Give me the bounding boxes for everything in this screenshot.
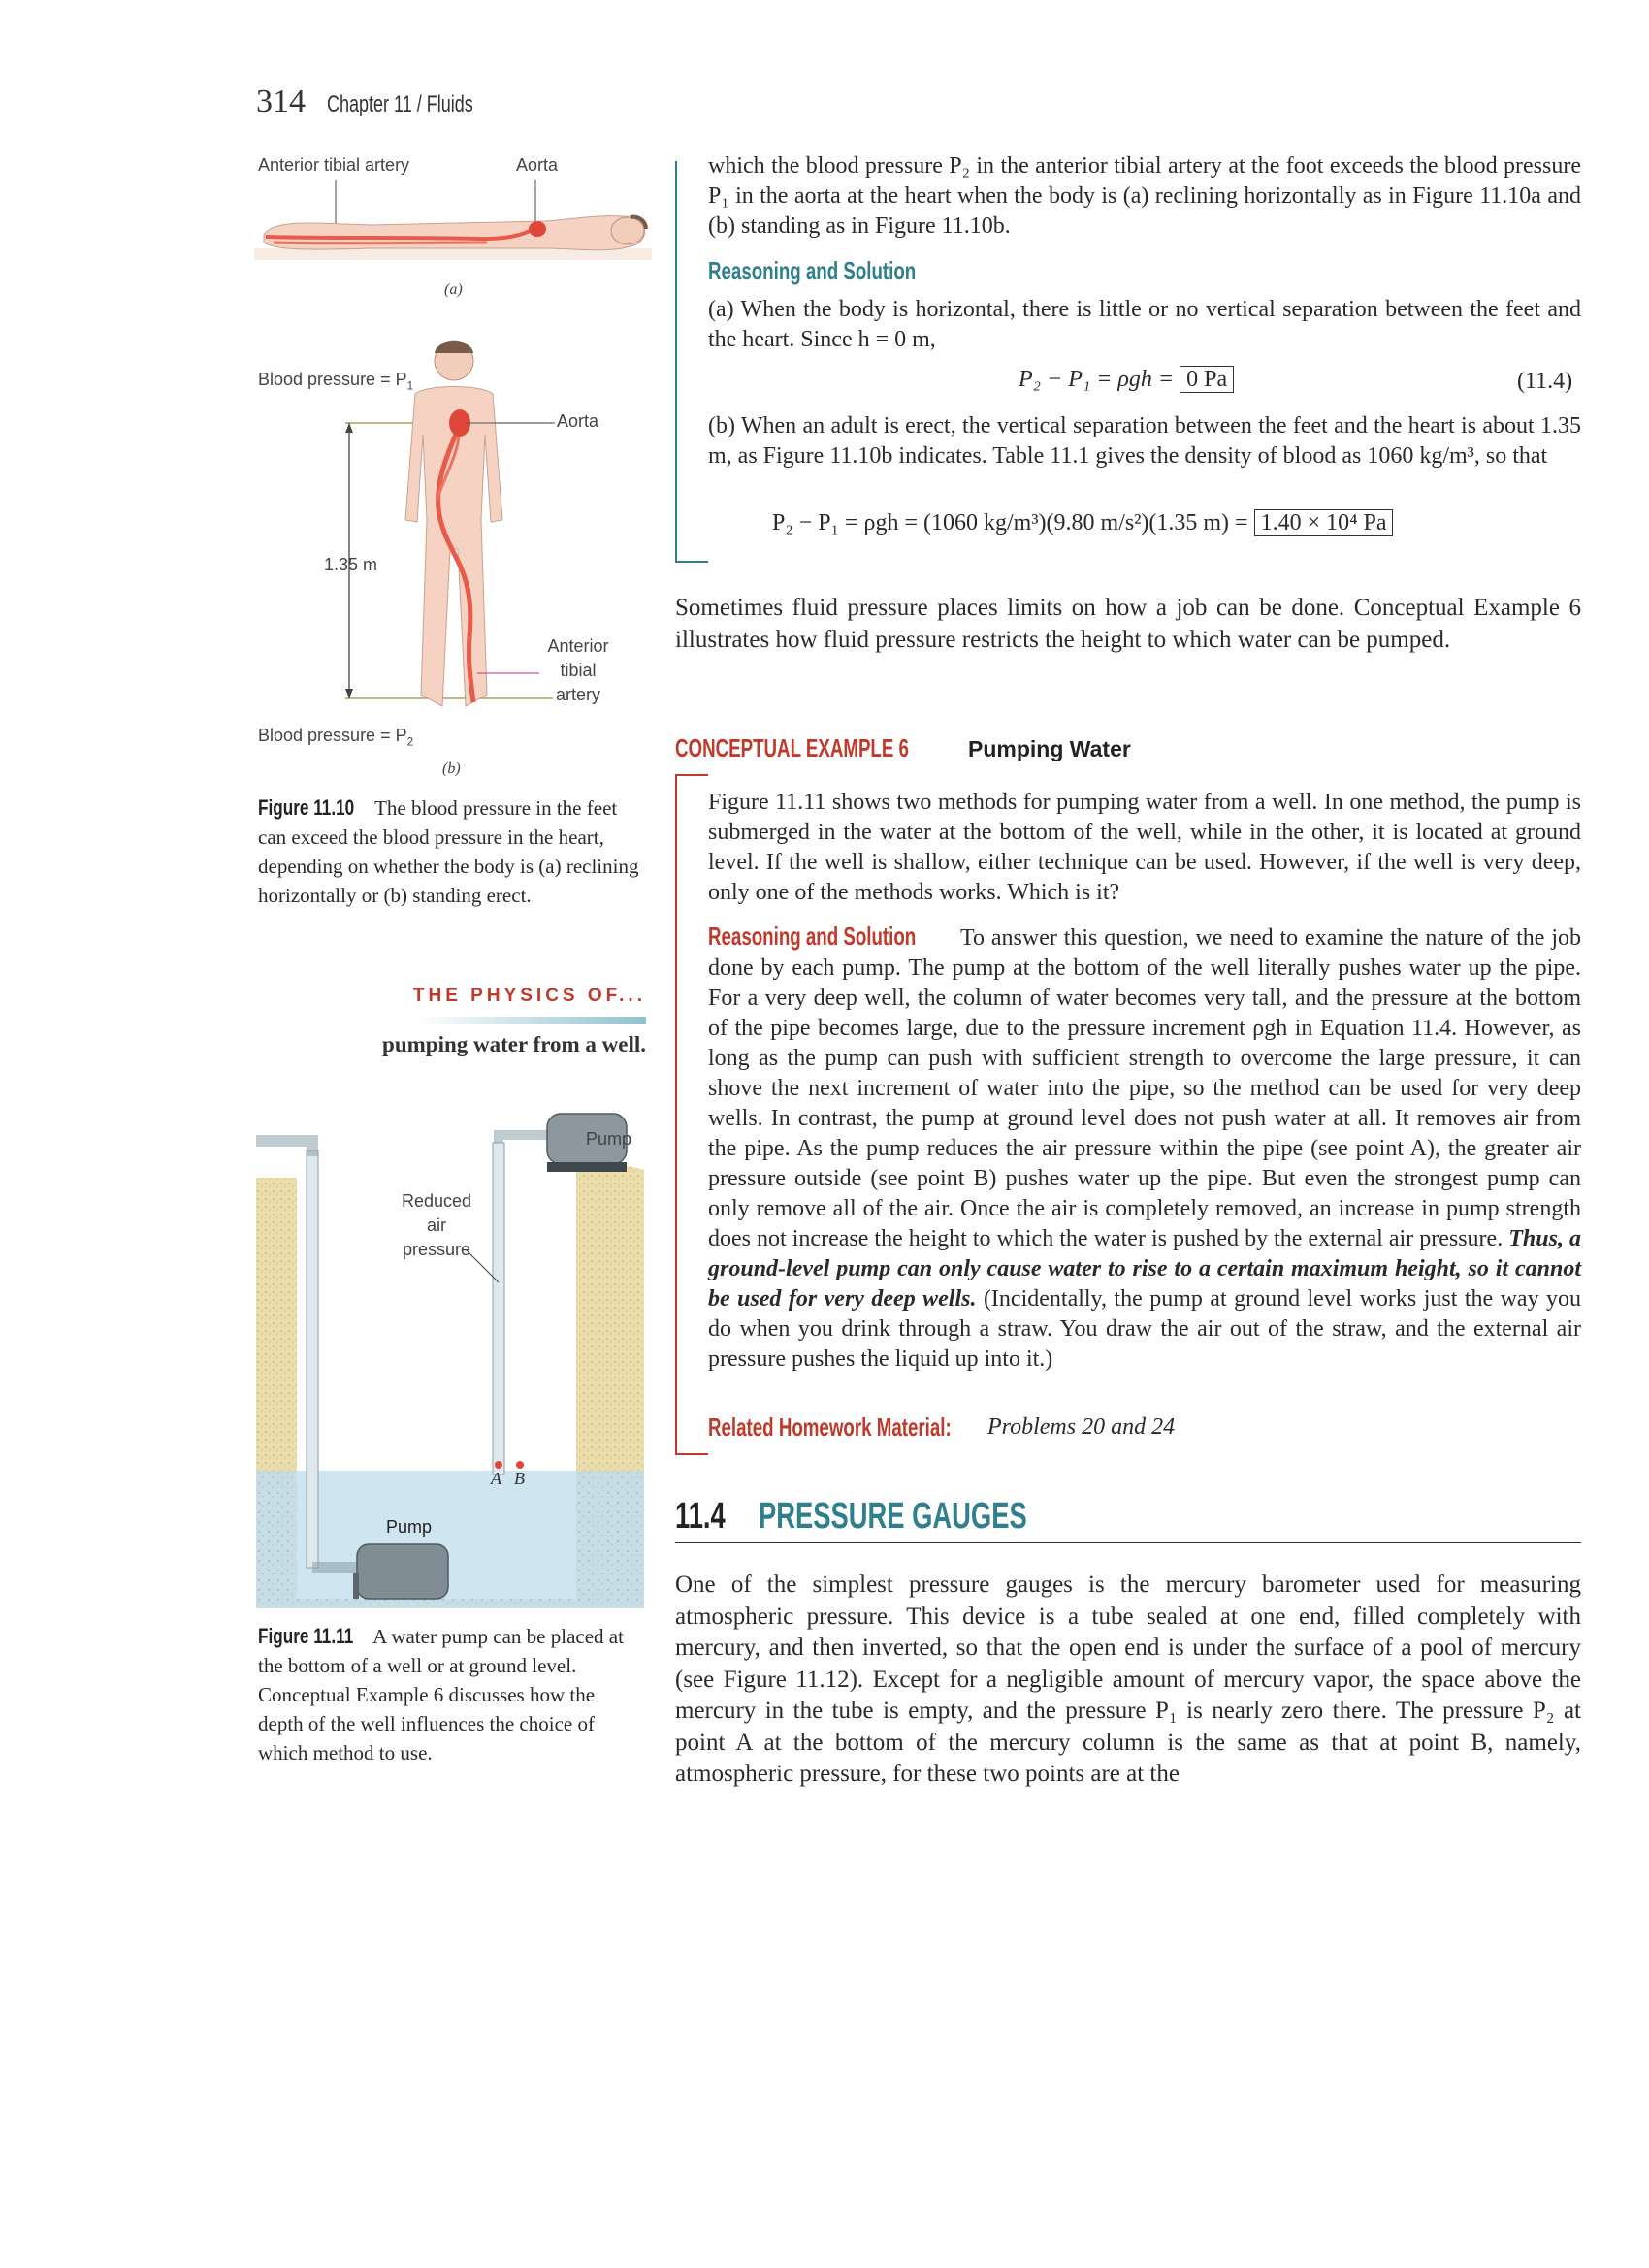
- equation-number: (11.4): [1517, 369, 1573, 394]
- example6-related-text: Problems 20 and 24: [987, 1414, 1176, 1440]
- example5-part-b: (b) When an adult is erect, the vertical separation between the feet and the heart is about 1.35 m, as Figure 11.10b indicates. Table 11.1 gives the density of blood as 1060 kg/m³, so that: [708, 413, 1581, 469]
- example6-box-top: [675, 774, 708, 776]
- example6-reasoning: [708, 922, 1581, 1375]
- fig10-label-aorta-a: Aorta: [516, 155, 559, 175]
- fig10-label-anterior-tibial-artery: Anterior tibial artery: [258, 155, 410, 175]
- fig10-label-aorta-b: Aorta: [557, 411, 599, 431]
- example6-question: Figure 11.11 shows two methods for pumping water from a well. In one method, the pump is submerged in the water at the bottom of the well, while in the other, it is located at ground level. If the well is shallow, either technique can be used. However, if the well is very deep, only one of the methods works. Which is it?: [708, 790, 1581, 905]
- page-number: 314: [256, 83, 306, 119]
- fig10-caption: [258, 794, 642, 910]
- fig11-caption-text: A water pump can be placed at the bottom of a well or at ground level. Conceptual Example 6 discusses how the depth of the well influences the choice of which method to use.: [258, 1625, 624, 1765]
- example6-rs-heading: Reasoning and Solution: [708, 922, 917, 951]
- fig11-pump-top-label: Pump: [586, 1129, 632, 1149]
- fig10-label-height: 1.35 m: [324, 555, 378, 574]
- fig10-caption-title: Figure 11.10: [258, 795, 355, 820]
- example6-title: Pumping Water: [968, 736, 1131, 761]
- fig10-sublabel-a: (a): [444, 281, 463, 298]
- physics-of-subtitle: pumping water from a well.: [382, 1032, 646, 1056]
- example6-related-label: Related Homework Material:: [708, 1412, 952, 1442]
- fig10-label-anterior-tibial-artery-b: Anterior tibial artery: [547, 636, 609, 704]
- fig11-caption: [258, 1622, 642, 1767]
- example5-intro: which the blood pressure P₂ in the anterior tibial artery at the foot exceeds the blood pressure P₁ in the aorta at the heart when the body is (a) reclining horizontally as in Figure 11.10a and (b) standing as in Figure 11.10b.: [708, 153, 1581, 239]
- reclining-body-illustration: [254, 180, 652, 274]
- example6-rs-tail: (Incidentally, the pump at ground level works just the way you do when you drink through a straw. You draw the air out of the straw, and the external air pressure pushes the liquid up into it.): [708, 1286, 1582, 1372]
- example5-rs-heading: Reasoning and Solution: [708, 256, 917, 285]
- example5-rs-heading-wrap: [708, 256, 997, 286]
- page-header: [256, 83, 741, 126]
- equation-a-result: 0 Pa: [1180, 366, 1234, 393]
- transition-paragraph: Sometimes fluid pressure places limits on how a job can be done. Conceptual Example 6 illustrates how fluid pressure restricts the height to which water can be pumped.: [675, 595, 1581, 653]
- fig10-label-blood-pressure-p2: Blood pressure = $P_2$: [258, 726, 414, 749]
- fig11-caption-title: Figure 11.11: [258, 1624, 354, 1648]
- physics-of-title: THE PHYSICS OF...: [412, 986, 646, 1006]
- example5-box-rule: [675, 161, 677, 563]
- section-number: 11.4: [675, 1496, 726, 1537]
- fig10-caption-text: The blood pressure in the feet can exceed the blood pressure in the heart, depending on whether the body is (a) reclining horizontally or (b) standing erect.: [258, 796, 639, 907]
- equation-b-text: P₂ − P₁ = ρgh = (1060 kg/m³)(9.80 m/s²)(1.35 m) =: [772, 510, 1248, 535]
- physics-of-rule: [417, 1017, 646, 1024]
- section-paragraph: One of the simplest pressure gauges is the mercury barometer used for measuring atmospheric pressure. This device is a tube sealed at one end, filled completely with mercury, and then inverted, so that the open end is under the surface of a pool of mercury (see Figure 11.12). Except for a negligible amount of mercury vapor, the space above the mercury in the tube is empty, and the pressure P₁ is nearly zero there. The pressure P₂ at point A at the bottom of the mercury column is the same as that at point B, namely, atmospheric pressure, for these two points are at the: [675, 1571, 1581, 1787]
- example6-rs-text: To answer this question, we need to examine the nature of the job done by each pump. The pump at the bottom of the well literally pushes water up the pipe. For a very deep well, the column of water becomes very tall, and the pressure at the bottom of the pipe becomes large, due to the pressure increment ρgh in Equation 11.4. However, as long as the pump can push with sufficient strength to overcome the large pressure, it can shove the next increment of water into the pipe, so the method can be used for very deep wells. In contrast, the pump at ground level does not push water at all. It removes air from the pipe. As the pump reduces the air pressure within the pipe (see point A), the greater air pressure outside (see point B) pushes water up the pipe. But even the strongest pump can only remove all of the air. Once the air is completely removed, an increase in pump strength does not increase the height to which the water is pushed by the external air pressure.: [708, 925, 1581, 1251]
- fig10-label-blood-pressure-p1: Blood pressure = $P_1$: [258, 370, 414, 393]
- running-title: Chapter 11 / Fluids: [327, 91, 473, 117]
- fig10-sublabel-b: (b): [442, 761, 461, 777]
- example6-heading: [675, 733, 1131, 763]
- example6-box-foot: [675, 1453, 708, 1455]
- fig11-pump-bottom-label: Pump: [386, 1517, 433, 1537]
- fig11-point-a-label: A: [491, 1469, 501, 1488]
- equation-b-result: 1.40 × 10⁴ Pa: [1254, 509, 1394, 536]
- equation-a: [1018, 367, 1234, 393]
- example6-related: [708, 1412, 1176, 1442]
- example6-rs-bold: Thus, a ground-level pump can only cause water to rise to a certain maximum height, so it cannot be used for very deep wells.: [708, 1226, 1582, 1312]
- equation-b: [772, 510, 1393, 536]
- well-pump-illustration: [256, 1112, 644, 1608]
- example6-label: CONCEPTUAL EXAMPLE 6: [675, 733, 909, 762]
- section-heading: [675, 1496, 1581, 1543]
- section-title: PRESSURE GAUGES: [759, 1496, 1027, 1537]
- equation-a-text: P₂ − P₁ = ρgh =: [1018, 367, 1175, 392]
- fig11-point-b-label: B: [514, 1469, 525, 1488]
- example5-part-a: (a) When the body is horizontal, there is little or no vertical separation between the feet and the heart. Since h = 0 m,: [708, 297, 1581, 352]
- fig11-reduced-air-pressure-label: Reduced air pressure: [401, 1191, 472, 1259]
- example6-box-rule: [675, 774, 677, 1455]
- example5-box-foot: [675, 561, 708, 563]
